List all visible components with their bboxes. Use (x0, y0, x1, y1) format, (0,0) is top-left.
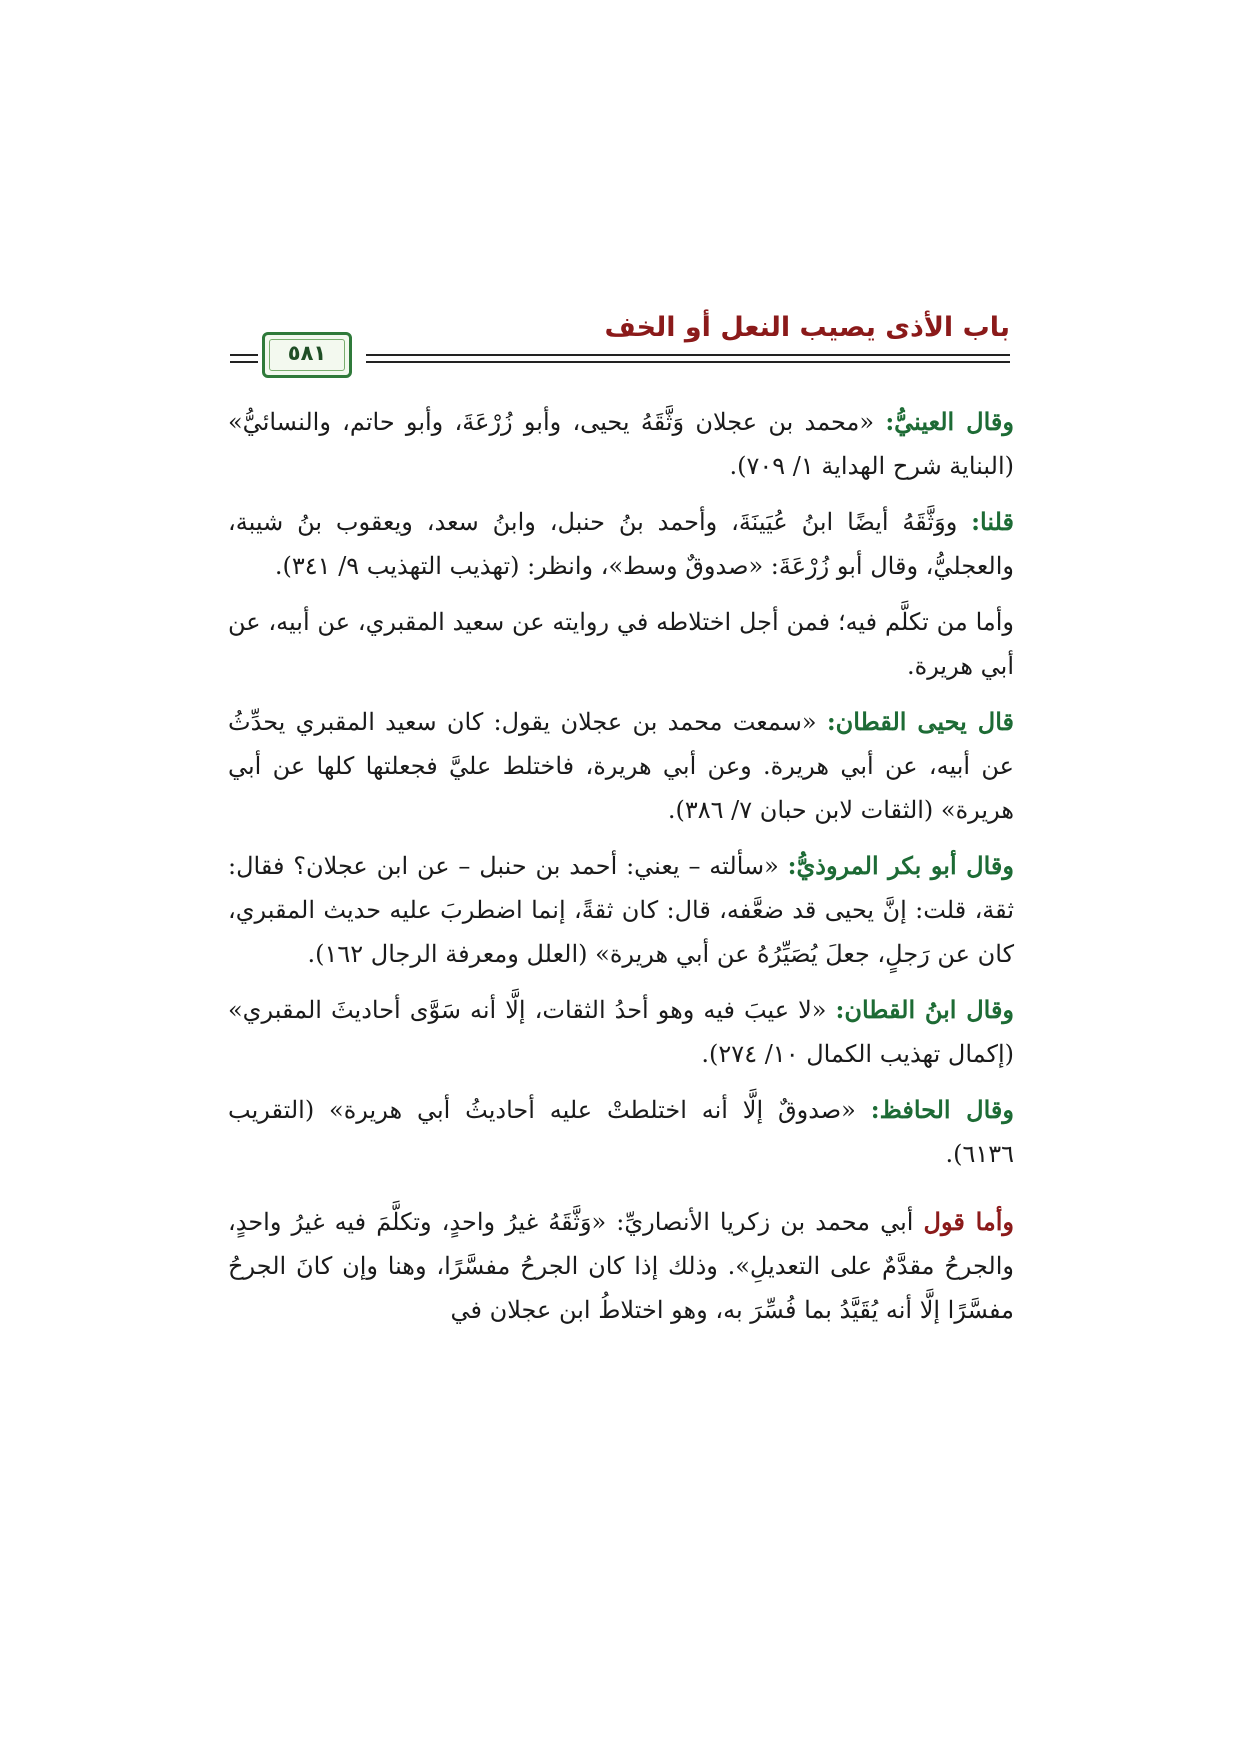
paragraph-criticism (228, 600, 1014, 688)
paragraph-lead: قلنا: (971, 507, 1014, 536)
chapter-title: باب الأذى يصيب النعل أو الخف (604, 312, 1010, 343)
paragraph-text: «لا عيبَ فيه وهو أحدُ الثقات، إلَّا أنه سَوَّى أحاديثَ المقبري» (إكمال تهذيب الكمال ١٠/ ٢٧٤). (228, 996, 1014, 1068)
paragraph-lead: وقال العينيُّ: (885, 407, 1014, 436)
header-rule-upper-left (230, 354, 258, 356)
page-number: ٥٨١ (287, 341, 327, 365)
paragraph-text: «سألته – يعني: أحمد بن حنبل – عن ابن عجلان؟ فقال: ثقة، قلت: إنَّ يحيى قد ضعَّفه، قال: كان ثقةً، إنما اضطربَ عليه حديث المقبري، كان عن رَجلٍ، جعلَ يُصَيِّرُهُ عن أبي هريرة» (العلل ومعرفة الرجال ١٦٢). (228, 852, 1014, 968)
page-number-badge (262, 332, 352, 378)
paragraph-qulna (228, 500, 1014, 588)
header-rule-lower-right (366, 361, 1010, 363)
paragraph-text: «صدوقٌ إلَّا أنه اختلطتْ عليه أحاديثُ أبي هريرة» (التقريب ٦١٣٦). (228, 1096, 1014, 1168)
paragraph-aini (228, 400, 1014, 488)
paragraph-alhafiz (228, 1088, 1014, 1176)
paragraph-text: «سمعت محمد بن عجلان يقول: كان سعيد المقبري يحدِّثُ عن أبيه، عن أبي هريرة. وعن أبي هريرة، فاختلط عليَّ فجعلتها كلها عن أبي هريرة» (الثقات لابن حبان ٧/ ٣٨٦). (228, 708, 1014, 824)
paragraph-lead: قال يحيى القطان: (826, 707, 1014, 736)
header-rule-upper-right (366, 354, 1010, 356)
page-header (230, 312, 1010, 384)
paragraph-lead: وقال الحافظ: (870, 1095, 1014, 1124)
paragraph-yahya-alqattan (228, 700, 1014, 832)
header-rule-lower-left (230, 361, 258, 363)
paragraph-text: ووَثَّقَهُ أيضًا ابنُ عُيَينَةَ، وأحمد بنُ حنبل، وابنُ سعد، ويعقوب بنُ شيبة، والعجليُّ، وقال أبو زُرْعَةَ: «صدوقٌ وسط»، وانظر: (تهذيب التهذيب ٩/ ٣٤١). (228, 508, 1014, 580)
page-body (228, 400, 1014, 1344)
paragraph-text: وأما من تكلَّم فيه؛ فمن أجل اختلاطه في روايته عن سعيد المقبري، عن أبيه، عن أبي هريرة. (228, 608, 1014, 680)
paragraph-text: أبي محمد بن زكريا الأنصاريِّ: «وَثَّقَهُ غيرُ واحدٍ، وتكلَّمَ فيه غيرُ واحدٍ، والجرحُ مقدَّمٌ على التعديلِ». وذلك إذا كان الجرحُ مفسَّرًا، وهنا وإن كانَ الجرحُ مفسَّرًا إلَّا أنه يُقَيَّدُ بما فُسِّرَ به، وهو اختلاطُ ابن عجلان في (228, 1208, 1014, 1324)
paragraph-almarwazi (228, 844, 1014, 976)
paragraph-ibn-alqattan (228, 988, 1014, 1076)
paragraph-ansari (228, 1200, 1014, 1332)
paragraph-lead: وقال أبو بكر المروذيُّ: (787, 851, 1014, 880)
paragraph-lead: وأما قول (923, 1207, 1015, 1236)
paragraph-text: «محمد بن عجلان وَثَّقَهُ يحيى، وأبو زُرْعَةَ، وأبو حاتم، والنسائيُّ» (البناية شرح الهداية ١/ ٧٠٩). (228, 408, 1014, 480)
paragraph-lead: وقال ابنُ القطان: (835, 995, 1015, 1024)
